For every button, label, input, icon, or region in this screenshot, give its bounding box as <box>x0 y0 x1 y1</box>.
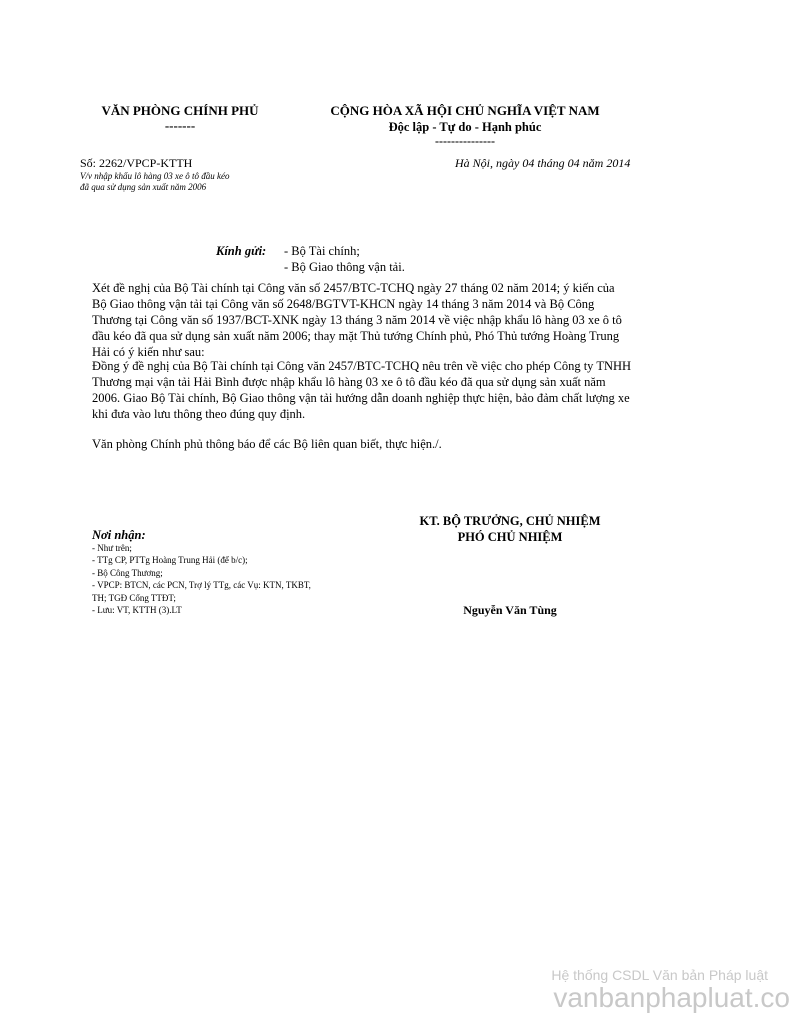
receiver-item: - TTg CP, PTTg Hoàng Trung Hải (để b/c); <box>92 555 248 566</box>
place-and-date: Hà Nội, ngày 04 tháng 04 năm 2014 <box>455 156 631 170</box>
signature-block <box>355 513 665 617</box>
receiver-item: - Bộ Công Thương; <box>92 567 163 578</box>
receivers-block <box>92 528 372 616</box>
receivers-list <box>92 542 372 616</box>
watermark <box>551 967 790 1013</box>
issuing-agency-block <box>80 103 280 133</box>
document-number: Số: 2262/VPCP-KTTH <box>80 156 193 170</box>
receiver-item: TH; TGĐ Cổng TTĐT; <box>92 592 176 603</box>
recipient-list <box>284 243 405 275</box>
national-motto: Độc lập - Tự do - Hạnh phúc <box>388 120 542 134</box>
signer-name: Nguyễn Văn Tùng <box>463 603 557 617</box>
issuing-agency: VĂN PHÒNG CHÍNH PHỦ <box>101 103 259 118</box>
receivers-label: Nơi nhận: <box>92 528 146 542</box>
summary-line: đã qua sử dụng sản xuất năm 2006 <box>80 182 207 192</box>
watermark-caption: Hệ thống CSDL Văn bản Pháp luật <box>551 967 768 983</box>
recipients-label: Kính gửi: <box>216 244 267 258</box>
watermark-site: vanbanphapluat.co <box>553 982 790 1013</box>
motto-divider: --------------- <box>435 134 495 148</box>
receiver-item: - Lưu: VT, KTTH (3).LT <box>92 605 182 616</box>
receiver-item: - Như trên; <box>92 543 132 553</box>
document-summary <box>80 171 300 193</box>
signatory-position: PHÓ CHỦ NHIỆM <box>457 530 563 544</box>
receiver-item: - VPCP: BTCN, các PCN, Trợ lý TTg, các Vụ: KTN, TKBT, <box>92 580 311 591</box>
agency-divider: ------- <box>164 118 196 133</box>
body-paragraph: Văn phòng Chính phủ thông báo để các Bộ liên quan biết, thực hiện./. <box>92 437 442 451</box>
national-title: CỘNG HÒA XÃ HỘI CHỦ NGHĨA VIỆT NAM <box>330 103 600 118</box>
recipient-item: - Bộ Tài chính; <box>284 244 360 258</box>
body-paragraph: Xét đề nghị của Bộ Tài chính tại Công văn số 2457/BTC-TCHQ ngày 27 tháng 02 năm 2014; ý kiến của Bộ Giao thông vận tải tại Công văn số 2648/BGTVT-KHCN ngày 14 tháng 3 năm 2014 và Bộ Công Thương tại Công văn số 1937/BCT-XNK ngày 13 tháng 3 năm 2014 về việc nhập khẩu lô hàng 03 xe ô tô đầu kéo đã qua sử dụng sản xuất năm 2006; thay mặt Thủ tướng Chính phủ, Phó Thủ tướng Hoàng Trung Hải có ý kiến như sau: <box>92 281 622 359</box>
signatory-title: KT. BỘ TRƯỞNG, CHỦ NHIỆM <box>419 514 601 528</box>
national-header-block <box>300 103 630 147</box>
body-paragraph: Đồng ý đề nghị của Bộ Tài chính tại Công văn 2457/BTC-TCHQ nêu trên về việc cho phép Công ty TNHH Thương mại vận tải Hải Bình được nhập khẩu lô hàng 03 xe ô tô đầu kéo đã qua sử dụng sản xuất năm 2006. Giao Bộ Tài chính, Bộ Giao thông vận tải hướng dẫn doanh nghiệp thực hiện, bảo đảm chất lượng xe khi đưa vào lưu thông theo đúng quy định. <box>92 359 632 421</box>
summary-line: V/v nhập khẩu lô hàng 03 xe ô tô đầu kéo <box>80 171 230 181</box>
recipient-item: - Bộ Giao thông vận tải. <box>284 260 405 274</box>
